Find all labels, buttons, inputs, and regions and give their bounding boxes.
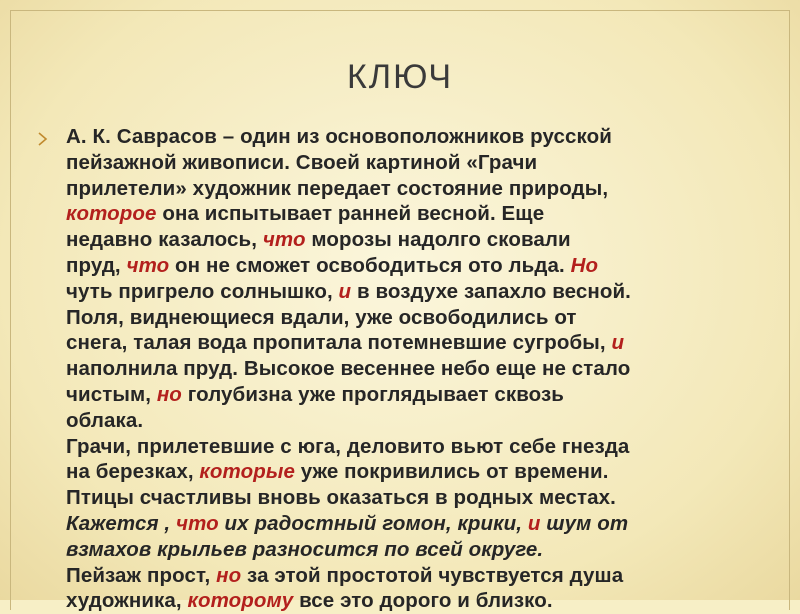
text-run: в воздухе запахло весной. Поля, виднеющиеся вдали, уже освободились от снега, талая вода пропитала потемневшие сугробы,	[66, 279, 631, 355]
highlighted-word: которому	[187, 589, 294, 613]
text-run: голубизна уже проглядывает сквозь облака. Грачи, прилетевшие с юга, деловито вьют себе гнезда на березках,	[66, 382, 630, 484]
highlighted-word: и	[338, 279, 352, 303]
text-run: Пейзаж прост,	[66, 563, 211, 587]
italic-text-run: их радостный гомон, крики,	[218, 511, 528, 535]
highlighted-word: что	[126, 253, 170, 277]
highlighted-word: но	[156, 382, 182, 406]
highlighted-word: что	[176, 511, 219, 535]
text-run: она испытывает ранней весной. Еще недавно казалось,	[66, 202, 545, 252]
text-run: уже покривились от времени. Птицы счастливы вновь оказаться в родных местах.	[66, 460, 616, 510]
arrow-bullet-icon	[38, 132, 47, 146]
text-run: наполнила пруд. Высокое весеннее небо еще не стало чистым,	[66, 357, 631, 406]
highlighted-word: которые	[199, 460, 295, 484]
text-run: все это дорого и близко.	[293, 589, 553, 613]
slide-title: КЛЮЧ	[347, 58, 453, 96]
text-run: А. К. Саврасов – один из основоположников русской пейзажной живописи. Своей картиной «Грачи прилетели» художник передает состояние природы,	[66, 125, 612, 200]
text-run: морозы надолго сковали пруд,	[66, 228, 571, 277]
text-run: он не сможет освободиться ото льда.	[169, 253, 571, 277]
text-run: чуть пригрело солнышко,	[66, 279, 333, 303]
body-paragraph	[66, 124, 788, 614]
text-run: за этой простотой чувствуется душа художника,	[66, 563, 624, 613]
highlighted-word: что	[262, 228, 306, 252]
highlighted-word: которое	[66, 202, 157, 226]
highlighted-word: но	[216, 563, 242, 587]
italic-text-run: Кажется ,	[66, 511, 177, 535]
highlighted-word: и	[611, 331, 625, 355]
highlighted-word: Но	[570, 253, 599, 277]
highlighted-word: и	[527, 511, 541, 535]
italic-text-run: шум от взмахов крыльев разносится по всей округе.	[66, 511, 629, 561]
